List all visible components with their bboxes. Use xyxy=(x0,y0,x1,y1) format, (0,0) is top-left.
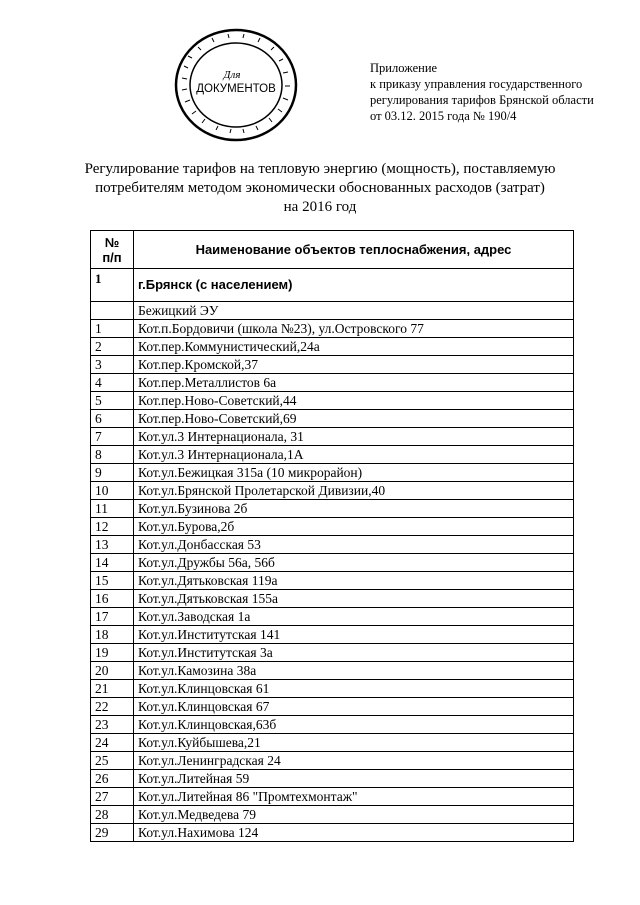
table-row xyxy=(91,662,574,680)
row-number: 24 xyxy=(91,734,134,752)
row-name: Кот.ул.Институтская 141 xyxy=(134,626,574,644)
row-name: Кот.ул.Бурова,2б xyxy=(134,518,574,536)
row-name: Кот.ул.Бузинова 2б xyxy=(134,500,574,518)
table-row xyxy=(91,500,574,518)
row-number: 3 xyxy=(91,356,134,374)
row-number: 27 xyxy=(91,788,134,806)
section-row xyxy=(91,302,574,320)
row-number: 17 xyxy=(91,608,134,626)
row-name: Кот.ул.Институтская 3а xyxy=(134,644,574,662)
table-row xyxy=(91,536,574,554)
row-number: 1 xyxy=(91,320,134,338)
row-number: 2 xyxy=(91,338,134,356)
row-number: 8 xyxy=(91,446,134,464)
table-row xyxy=(91,716,574,734)
row-name: Кот.пер.Коммунистический,24а xyxy=(134,338,574,356)
header-number: № п/п xyxy=(91,231,134,269)
row-name: Кот.ул.Брянской Пролетарской Дивизии,40 xyxy=(134,482,574,500)
document-title xyxy=(0,160,640,217)
row-number: 28 xyxy=(91,806,134,824)
row-number: 14 xyxy=(91,554,134,572)
table-row xyxy=(91,788,574,806)
table-row xyxy=(91,608,574,626)
table-row xyxy=(91,698,574,716)
row-name: Кот.ул.Заводская 1а xyxy=(134,608,574,626)
table-row xyxy=(91,320,574,338)
row-number: 22 xyxy=(91,698,134,716)
table-row xyxy=(91,392,574,410)
row-number: 29 xyxy=(91,824,134,842)
facilities-table xyxy=(90,230,574,842)
row-name: Кот.ул.Медведева 79 xyxy=(134,806,574,824)
row-number: 19 xyxy=(91,644,134,662)
row-name: Кот.пер.Ново-Советский,69 xyxy=(134,410,574,428)
row-number: 5 xyxy=(91,392,134,410)
row-number: 25 xyxy=(91,752,134,770)
row-name: Кот.ул.Донбасская 53 xyxy=(134,536,574,554)
section-name: Бежицкий ЭУ xyxy=(134,302,574,320)
row-name: Кот.ул.Куйбышева,21 xyxy=(134,734,574,752)
row-number: 10 xyxy=(91,482,134,500)
table-row xyxy=(91,806,574,824)
table-row xyxy=(91,482,574,500)
table-row xyxy=(91,626,574,644)
table-row xyxy=(91,410,574,428)
row-name: Кот.ул.Литейная 86 "Промтехмонтаж" xyxy=(134,788,574,806)
appendix-line: к приказу управления государственного xyxy=(370,77,583,91)
row-number: 13 xyxy=(91,536,134,554)
row-number: 16 xyxy=(91,590,134,608)
table-header-row xyxy=(91,231,574,269)
row-number: 20 xyxy=(91,662,134,680)
stamp-line-1: Для xyxy=(223,69,241,81)
table-row xyxy=(91,752,574,770)
row-name: Кот.п.Бордовичи (школа №23), ул.Островского 77 xyxy=(134,320,574,338)
table-row xyxy=(91,518,574,536)
row-name: Кот.ул.3 Интернационала, 31 xyxy=(134,428,574,446)
table-row xyxy=(91,356,574,374)
row-name: Кот.ул.Клинцовская,63б xyxy=(134,716,574,734)
table-row xyxy=(91,446,574,464)
city-number: 1 xyxy=(91,269,134,302)
row-number: 23 xyxy=(91,716,134,734)
row-name: Кот.ул.Дружбы 56а, 56б xyxy=(134,554,574,572)
appendix-line: регулирования тарифов Брянской области xyxy=(370,93,594,107)
table-row xyxy=(91,734,574,752)
appendix-line: от 03.12. 2015 года № 190/4 xyxy=(370,109,517,123)
table-row xyxy=(91,680,574,698)
title-line: потребителям методом экономически обоснованных расходов (затрат) xyxy=(95,180,545,196)
table-row xyxy=(91,374,574,392)
header-name: Наименование объектов теплоснабжения, адрес xyxy=(134,231,574,269)
row-name: Кот.ул.3 Интернационала,1А xyxy=(134,446,574,464)
row-name: Кот.ул.Камозина 38а xyxy=(134,662,574,680)
city-row xyxy=(91,269,574,302)
row-name: Кот.ул.Дятьковская 155а xyxy=(134,590,574,608)
row-number: 21 xyxy=(91,680,134,698)
row-number: 9 xyxy=(91,464,134,482)
row-number: 26 xyxy=(91,770,134,788)
stamp-line-2: ДОКУМЕНТОВ xyxy=(196,83,276,95)
row-number: 7 xyxy=(91,428,134,446)
row-name: Кот.ул.Нахимова 124 xyxy=(134,824,574,842)
row-name: Кот.пер.Металлистов 6а xyxy=(134,374,574,392)
table-row xyxy=(91,338,574,356)
document-stamp xyxy=(172,26,300,144)
title-line: на 2016 год xyxy=(283,199,357,215)
table-row xyxy=(91,590,574,608)
table-row xyxy=(91,770,574,788)
row-number: 11 xyxy=(91,500,134,518)
row-name: Кот.ул.Клинцовская 67 xyxy=(134,698,574,716)
row-name: Кот.пер.Кромской,37 xyxy=(134,356,574,374)
table-row xyxy=(91,824,574,842)
city-name: г.Брянск (с населением) xyxy=(134,269,574,302)
appendix-block xyxy=(370,60,594,124)
appendix-line: Приложение xyxy=(370,61,438,75)
row-number: 12 xyxy=(91,518,134,536)
row-number: 18 xyxy=(91,626,134,644)
row-name: Кот.ул.Бежицкая 315а (10 микрорайон) xyxy=(134,464,574,482)
table-row xyxy=(91,428,574,446)
row-name: Кот.ул.Дятьковская 119а xyxy=(134,572,574,590)
table-row xyxy=(91,464,574,482)
table-row xyxy=(91,644,574,662)
row-name: Кот.пер.Ново-Советский,44 xyxy=(134,392,574,410)
row-number: 6 xyxy=(91,410,134,428)
section-number xyxy=(91,302,134,320)
row-name: Кот.ул.Клинцовская 61 xyxy=(134,680,574,698)
row-number: 4 xyxy=(91,374,134,392)
title-line: Регулирование тарифов на тепловую энергию (мощность), поставляемую xyxy=(84,161,556,177)
row-number: 15 xyxy=(91,572,134,590)
row-name: Кот.ул.Литейная 59 xyxy=(134,770,574,788)
table-row xyxy=(91,554,574,572)
row-name: Кот.ул.Ленинградская 24 xyxy=(134,752,574,770)
table-row xyxy=(91,572,574,590)
